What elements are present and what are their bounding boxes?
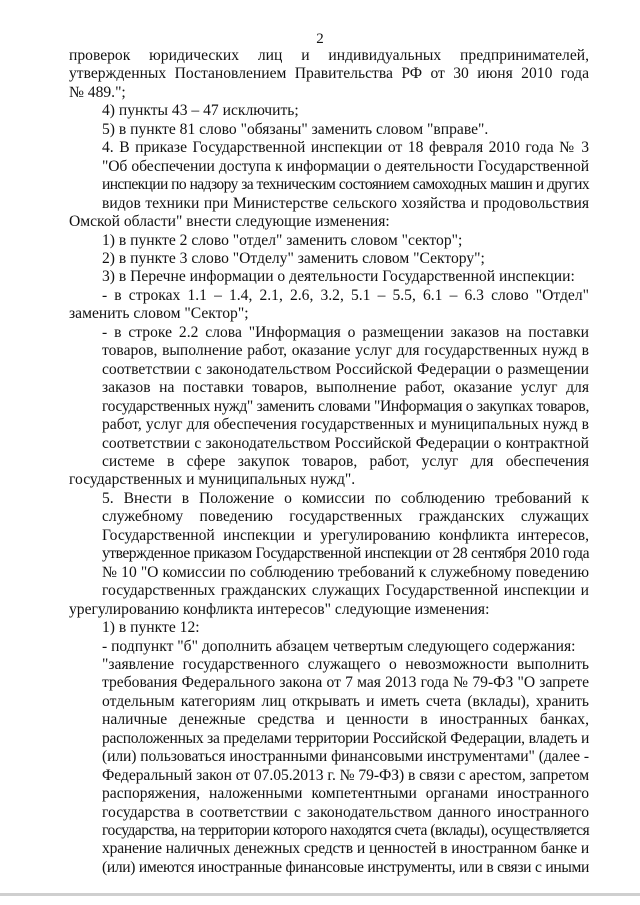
paragraph-line: утвержденных Постановлением Правительства РФ от 30 июня 2010 года [69,65,589,83]
paragraph-line: соответствии с законодательством Российской Федерации о размещении [102,360,589,378]
paragraph-line: расположенных за пределами территории Российской Федерации, владеть и [102,729,589,747]
paragraph-last-line: 4) пункты 43 – 47 исключить; [102,102,299,120]
paragraph-p11 [69,638,589,656]
paragraph-last-line: государственных и муниципальных нужд". [69,471,356,489]
paragraph-line: государства в соответствии с законодательством данного иностранного [102,803,589,821]
paragraph-line: работ, услуг для обеспечения государственных и муниципальных нужд в [102,416,589,434]
paragraph-last-line: Омской области" внести следующие изменения: [69,213,390,231]
paragraph-p10 [69,619,589,637]
paragraph-line: "заявление государственного служащего о невозможности выполнить [102,655,589,673]
paragraph-line: утвержденное приказом Государственной инспекции от 28 сентября 2010 года [102,545,589,563]
paragraph-p3 [69,139,589,231]
paragraph-line: государственных нужд" заменить словами "Информация о закупках товаров, [102,397,589,415]
paragraph-line: 5. Внести в Положение о комиссии по соблюдению требований к [102,489,589,507]
paragraph-line: № 10 "О комиссии по соблюдению требований к служебному поведению [102,563,589,581]
paragraph-line: заказов на поставки товаров, выполнение работ, оказание услуг для [102,379,589,397]
paragraph-line: (или) пользоваться иностранными финансовыми инструментами" (далее - [102,748,589,766]
paragraph-line: - в строках 1.1 – 1.4, 2.1, 2.6, 3.2, 5.1 – 5.5, 6.1 – 6.3 слово "Отдел" [102,286,589,304]
paragraph-last-line: 3) в Перечне информации о деятельности Государственной инспекции: [102,268,575,286]
paragraph-line: служебному поведению государственных гражданских служащих [102,508,589,526]
paragraph-p8 [69,324,589,490]
paragraph-line: Государственной инспекции и урегулированию конфликта интересов, [102,526,589,544]
paragraph-line: Федеральный закон от 07.05.2013 г. № 79-ФЗ) в связи с арестом, запретом [102,766,590,784]
paragraph-p5 [69,250,589,268]
paragraph-last-line: 5) в пункте 81 слово "обязаны" заменить словом "вправе". [102,120,489,138]
paragraph-last-line: урегулированию конфликта интересов" следующие изменения: [69,600,490,618]
paragraph-p7 [69,287,589,324]
document-body [69,47,589,877]
paragraph-last-line: заменить словом "Сектор"; [69,305,249,323]
page-number: 2 [316,31,324,47]
paragraph-line: - в строке 2.2 слова "Информация о размещении заказов на поставки [102,323,589,341]
paragraph-line: отдельным категориям лиц открывать и иметь счета (вклады), хранить [102,692,589,710]
paragraph-line: государства, на территории которого находятся счета (вклады), осуществляется [102,822,590,840]
paragraph-last-line: - подпункт "б" дополнить абзацем четвертым следующего содержания: [102,637,576,655]
paragraph-p6 [69,268,589,286]
paragraph-p2 [69,121,589,139]
paragraph-line: требования Федерального закона от 7 мая 2013 года № 79-ФЗ "О запрете [102,674,589,692]
paragraph-line: товаров, выполнение работ, оказание услуг для государственных нужд в [102,342,589,360]
paragraph-line: инспекции по надзору за техническим состоянием самоходных машин и других [102,176,589,194]
paragraph-line: 4. В приказе Государственной инспекции от 18 февраля 2010 года № 3 [102,139,589,157]
paragraph-line: видов техники при Министерстве сельского хозяйства и продовольствия [102,194,589,212]
paragraph-line: наличные денежные средства и ценности в иностранных банках, [102,711,589,729]
paragraph-last-line: 2) в пункте 3 слово "Отделу" заменить словом "Сектору"; [102,249,485,267]
paragraph-p12 [69,656,589,877]
paragraph-line: системе в сфере закупок товаров, работ, услуг для обеспечения [102,452,589,470]
paragraph-line: "Об обеспечении доступа к информации о деятельности Государственной [102,157,589,175]
paragraph-last-line: 1) в пункте 2 слово "отдел" заменить словом "сектор"; [102,231,463,249]
paragraph-line: государственных гражданских служащих Государственной инспекции и [102,582,589,600]
paragraph-p4 [69,232,589,250]
paragraph-line: соответствии с законодательством Российской Федерации о контрактной [102,434,589,452]
paragraph-last-line: № 489."; [69,83,126,101]
paragraph-last-line: 1) в пункте 12: [102,619,200,637]
paragraph-line: (или) имеются иностранные финансовые инструменты, или в связи с иными [102,858,589,876]
paragraph-p0 [69,47,589,102]
paragraph-line: проверок юридических лиц и индивидуальных предпринимателей, [69,47,589,64]
paragraph-line: хранение наличных денежных средств и ценностей в иностранном банке и [102,840,589,858]
page-bottom-edge [0,893,640,896]
paragraph-p1 [69,102,589,120]
paragraph-line: распоряжения, наложенными компетентными органами иностранного [102,785,589,803]
paragraph-p9 [69,490,589,619]
